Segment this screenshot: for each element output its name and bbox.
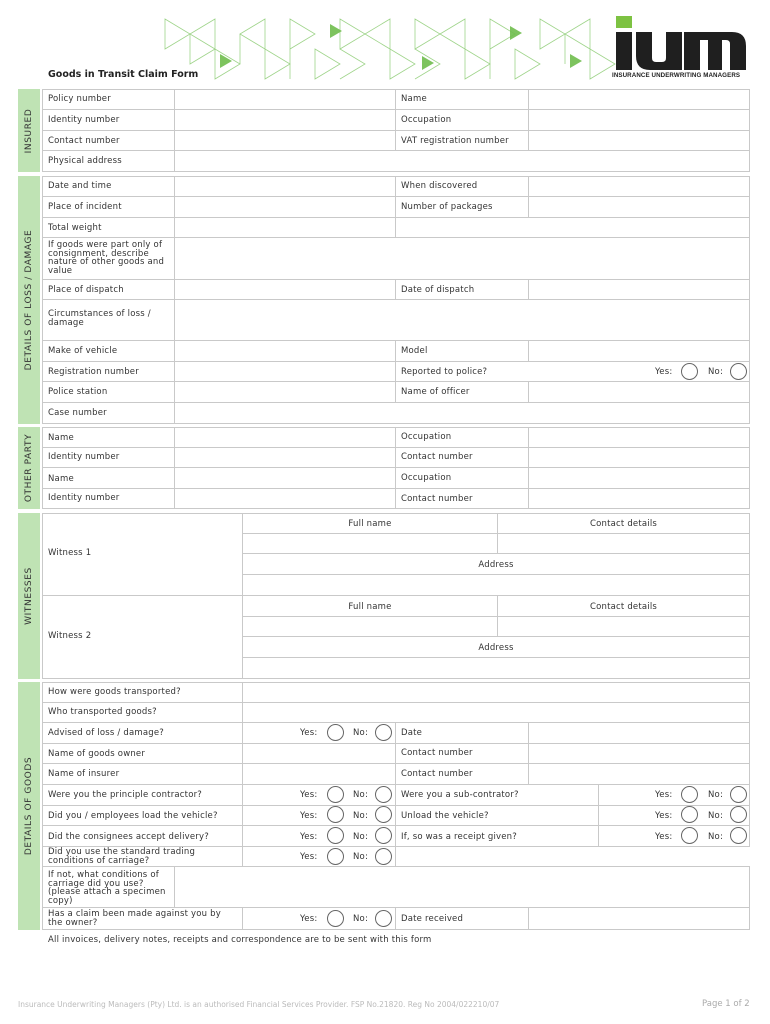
yes-label: Yes: [300, 811, 318, 821]
label: Contact number [401, 452, 473, 462]
label: Identity number [48, 115, 120, 125]
witness1-address-field[interactable] [242, 574, 750, 596]
place-of-incident-field[interactable] [174, 196, 396, 218]
label: Occupation [401, 432, 452, 442]
consignees-no-radio[interactable] [375, 827, 392, 844]
label: Registration number [48, 367, 139, 377]
label: Police station [48, 387, 108, 397]
case-number-field[interactable] [174, 402, 750, 424]
advised-date-field[interactable] [528, 722, 750, 744]
owner-contact-field[interactable] [528, 743, 750, 764]
no-label: No: [708, 811, 724, 821]
receipt-yes-radio[interactable] [681, 827, 698, 844]
no-label: No: [708, 832, 724, 842]
sub-no-radio[interactable] [730, 786, 747, 803]
name-field[interactable] [528, 89, 750, 110]
make-of-vehicle-field[interactable] [174, 340, 396, 362]
unload-no-radio[interactable] [730, 806, 747, 823]
yes-label: Yes: [300, 914, 318, 924]
total-weight-field[interactable] [174, 217, 396, 238]
label: If, so was a receipt given? [401, 832, 517, 842]
section-label: OTHER PARTY [24, 433, 34, 503]
label: Identity number [48, 452, 120, 462]
no-label: No: [353, 790, 369, 800]
vat-number-field[interactable] [528, 130, 750, 151]
police-no-radio[interactable] [730, 363, 747, 380]
other-party-name-field[interactable] [174, 427, 396, 448]
claim-no-radio[interactable] [375, 910, 392, 927]
label: Reported to police? [401, 367, 488, 377]
number-of-packages-field[interactable] [528, 196, 750, 218]
label: Occupation [401, 473, 452, 483]
label: Place of incident [48, 202, 122, 212]
label: Model [401, 346, 428, 356]
circumstances-field[interactable] [174, 299, 750, 341]
principle-no-radio[interactable] [375, 786, 392, 803]
witness2-name-field[interactable] [242, 616, 498, 637]
label: Place of dispatch [48, 285, 124, 295]
claim-yes-radio[interactable] [327, 910, 344, 927]
label: VAT registration number [401, 136, 509, 146]
advised-no-radio[interactable] [375, 724, 392, 741]
section-insured [18, 89, 40, 172]
no-label: No: [353, 832, 369, 842]
other-party-2-occupation-field[interactable] [528, 467, 750, 489]
physical-address-field[interactable] [174, 150, 750, 172]
label: Physical address [48, 156, 122, 166]
label: Were you the principle contractor? [48, 790, 203, 800]
yes-label: Yes: [300, 832, 318, 842]
load-no-radio[interactable] [375, 806, 392, 823]
label: Name of insurer [48, 769, 120, 779]
other-party-id-field[interactable] [174, 447, 396, 468]
how-transported-field[interactable] [242, 682, 750, 703]
consignees-yes-radio[interactable] [327, 827, 344, 844]
no-label: No: [708, 790, 724, 800]
label: Contact number [401, 769, 473, 779]
name-of-officer-field[interactable] [528, 381, 750, 403]
label: If goods were part only of consignment, describe nature of other goods and value [48, 240, 165, 276]
label: Occupation [401, 115, 452, 125]
other-party-2-name-field[interactable] [174, 467, 396, 489]
label: Did you use the standard trading conditions of carriage? [48, 847, 196, 866]
label: Total weight [48, 223, 102, 233]
model-field[interactable] [528, 340, 750, 362]
label: Name [48, 433, 74, 443]
label: Did you / employees load the vehicle? [48, 811, 218, 821]
label: Date [401, 728, 423, 738]
principle-yes-radio[interactable] [327, 786, 344, 803]
footer-legal: Insurance Underwriting Managers (Pty) Ltd. is an authorised Financial Services Provider. FSP No.21820. Reg No 2004/022210/07 [18, 1000, 500, 1009]
decorative-triangle-pattern [160, 14, 620, 84]
standard-no-radio[interactable] [375, 848, 392, 865]
witness2-contact-field[interactable] [497, 616, 750, 637]
label: Full name [348, 602, 392, 612]
label: When discovered [401, 181, 478, 191]
label: Date of dispatch [401, 285, 475, 295]
registration-number-field[interactable] [174, 361, 396, 382]
label: Has a claim been made against you by the owner? [48, 909, 221, 928]
logo-tagline: INSURANCE UNDERWRITING MANAGERS [612, 72, 741, 79]
other-conditions-field[interactable] [174, 866, 750, 908]
unload-yes-radio[interactable] [681, 806, 698, 823]
label: Contact details [589, 602, 658, 612]
label: Advised of loss / damage? [48, 728, 165, 738]
yes-label: Yes: [655, 367, 673, 377]
police-station-field[interactable] [174, 381, 396, 403]
police-yes-radio[interactable] [681, 363, 698, 380]
label: Name of goods owner [48, 749, 146, 759]
submission-note: All invoices, delivery notes, receipts and correspondence are to be sent with this form [48, 935, 432, 945]
label: Date and time [48, 181, 112, 191]
yes-label: Yes: [655, 832, 673, 842]
no-label: No: [708, 367, 724, 377]
label: Contact number [401, 494, 473, 504]
section-goods [18, 682, 40, 930]
sub-yes-radio[interactable] [681, 786, 698, 803]
no-label: No: [353, 852, 369, 862]
owner-name-field[interactable] [242, 743, 396, 764]
ium-wordmark-icon [616, 16, 752, 72]
other-party-2-id-field[interactable] [174, 488, 396, 509]
section-witnesses [18, 513, 40, 679]
no-label: No: [353, 914, 369, 924]
page-number: Page 1 of 2 [702, 999, 750, 1009]
date-received-field[interactable] [528, 907, 750, 930]
other-party-2-contact-field[interactable] [528, 488, 750, 509]
label: Circumstances of loss / damage [48, 309, 151, 328]
label: Case number [48, 408, 107, 418]
occupation-field[interactable] [528, 109, 750, 131]
label: Name of officer [401, 387, 470, 397]
witness1-contact-field[interactable] [497, 533, 750, 554]
other-party-occupation-field[interactable] [528, 427, 750, 448]
label: Were you a sub-contrator? [401, 790, 519, 800]
identity-number-field[interactable] [174, 109, 396, 131]
yes-label: Yes: [300, 852, 318, 862]
no-label: No: [353, 811, 369, 821]
label: Witness 2 [48, 631, 92, 641]
other-party-contact-field[interactable] [528, 447, 750, 468]
contact-number-field[interactable] [174, 130, 396, 151]
label: Witness 1 [48, 548, 92, 558]
section-label: DETAILS OF LOSS / DAMAGE [24, 229, 34, 371]
date-time-field[interactable] [174, 176, 396, 197]
witness1-name-field[interactable] [242, 533, 498, 554]
receipt-no-radio[interactable] [730, 827, 747, 844]
section-label: INSURED [24, 108, 34, 153]
label: Did the consignees accept delivery? [48, 832, 209, 842]
advised-yes-radio[interactable] [327, 724, 344, 741]
label: Name [48, 474, 74, 484]
label: Contact details [589, 519, 658, 529]
label: Who transported goods? [48, 707, 157, 717]
label: Unload the vehicle? [401, 811, 489, 821]
section-other-party [18, 427, 40, 509]
yes-label: Yes: [655, 790, 673, 800]
label: Number of packages [401, 202, 493, 212]
label: How were goods transported? [48, 687, 181, 697]
form-title: Goods in Transit Claim Form [48, 69, 199, 80]
no-label: No: [353, 728, 369, 738]
load-yes-radio[interactable] [327, 806, 344, 823]
standard-yes-radio[interactable] [327, 848, 344, 865]
insurer-contact-field[interactable] [528, 763, 750, 785]
yes-label: Yes: [300, 728, 318, 738]
section-label: WITNESSES [24, 567, 34, 625]
who-transported-field[interactable] [242, 702, 750, 723]
label: Contact number [401, 748, 473, 758]
insurer-name-field[interactable] [242, 763, 396, 785]
label: Full name [348, 519, 392, 529]
consignment-field[interactable] [174, 237, 750, 280]
label: Date received [401, 914, 464, 924]
label: Name [401, 94, 427, 104]
section-label: DETAILS OF GOODS [24, 756, 34, 856]
witness2-address-field[interactable] [242, 657, 750, 679]
label: Contact number [48, 136, 120, 146]
label: Make of vehicle [48, 346, 118, 356]
label: Address [478, 643, 514, 653]
yes-label: Yes: [655, 811, 673, 821]
when-discovered-field[interactable] [528, 176, 750, 197]
date-of-dispatch-field[interactable] [528, 279, 750, 300]
place-of-dispatch-field[interactable] [174, 279, 396, 300]
label: If not, what conditions of carriage did you use? (please attach a specimen copy) [48, 870, 166, 906]
section-loss [18, 176, 40, 424]
policy-number-field[interactable] [174, 89, 396, 110]
label: Address [478, 560, 514, 570]
label: Policy number [48, 94, 111, 104]
yes-label: Yes: [300, 790, 318, 800]
label: Identity number [48, 493, 120, 503]
